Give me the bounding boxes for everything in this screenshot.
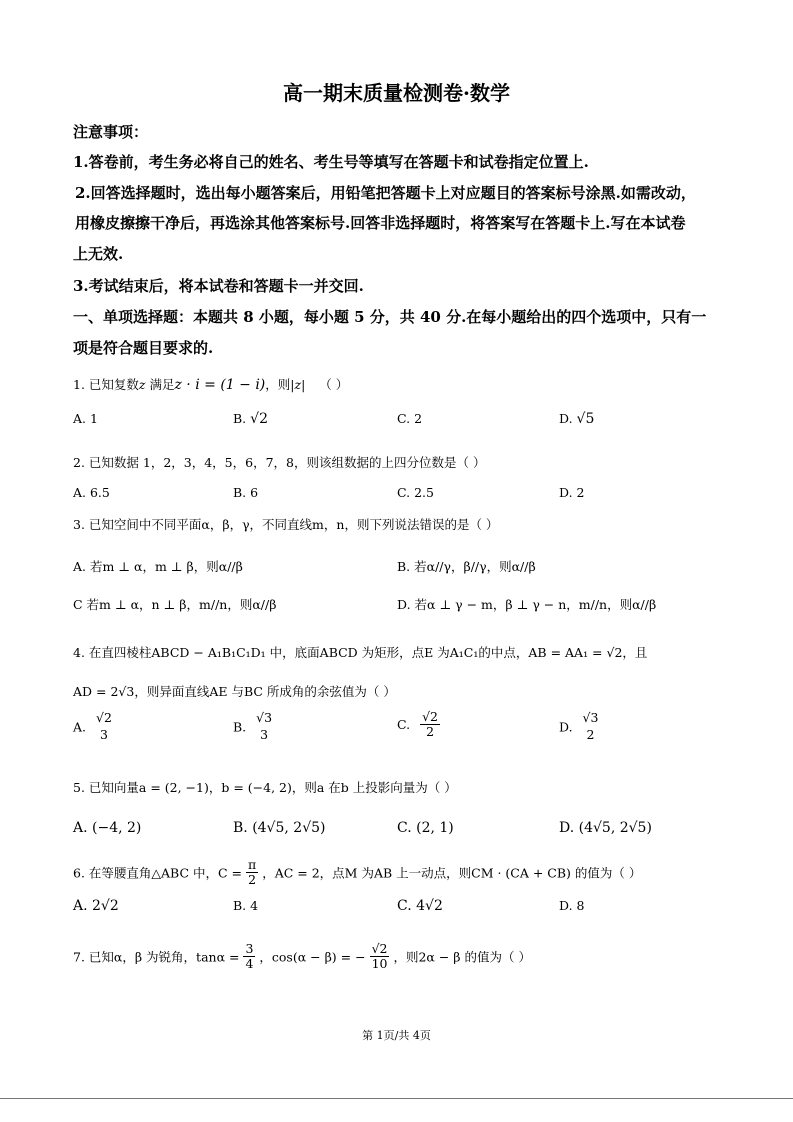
- q4-option-d-den: 2: [586, 726, 595, 742]
- question-4-stem-line-2: AD = 2√3，则异面直线AE 与BC 所成角的余弦值为（ ）: [73, 684, 396, 699]
- q7-frac2-den: 10: [371, 955, 388, 971]
- q1-option-d: [559, 411, 594, 427]
- q2-option-b: B. 6: [233, 485, 259, 500]
- q4-option-b: [233, 710, 272, 744]
- question-2-stem: 2. 已知数据 1，2，3，4，5，6，7，8，则该组数据的上四分位数是（ ）: [73, 455, 486, 470]
- section-1-line-2: 项是符合题目要求的.: [73, 339, 214, 357]
- q4-option-c-num: √2: [422, 709, 438, 724]
- question-5-stem: 5. 已知向量a = (2, −1)，b = (−4, 2)，则a 在b 上投影向量为（ ）: [73, 780, 457, 795]
- q4-option-b-den: 3: [260, 726, 269, 742]
- page-title: 高一期末质量检测卷·数学: [283, 81, 510, 105]
- q6-stem-a: 6. 在等腰直角△ABC 中，C =: [73, 865, 243, 881]
- q3-option-d: D. 若α ⊥ γ − m，β ⊥ γ − n，m//n，则α//β: [397, 597, 657, 612]
- q1-equation: z · i = (1 − i): [174, 377, 266, 393]
- q3-option-c: C 若m ⊥ α，n ⊥ β，m//n，则α//β: [73, 597, 277, 612]
- note-1: 1.答卷前，考生务必将自己的姓名、考生号等填写在答题卡和试卷指定位置上.: [73, 153, 589, 171]
- q7-frac2-num: √2: [371, 941, 388, 956]
- q2-option-d: D. 2: [559, 485, 585, 500]
- q1-stem-a: 1. 已知复数: [73, 377, 139, 392]
- q1-option-d-label: D.: [559, 411, 573, 426]
- q1-stem-b: 满足: [145, 377, 175, 392]
- q4-option-b-label: B.: [233, 719, 247, 735]
- q7-stem-c: ，则2α − β 的值为（ ）: [393, 949, 531, 965]
- q6-frac-num: π: [248, 857, 257, 872]
- q6-option-c: C. 4√2: [397, 898, 443, 914]
- note-2-line-2: 用橡皮擦擦干净后，再选涂其他答案标号.回答非选择题时，将答案写在答题卡上.写在本试卷: [75, 214, 686, 232]
- question-1-stem: [73, 375, 348, 393]
- question-7-stem: [73, 942, 531, 971]
- q6-frac-den: 2: [248, 871, 257, 887]
- q4-option-d-num: √3: [582, 710, 599, 725]
- q5-option-c: C. (2, 1): [397, 820, 454, 836]
- q1-abs-z: |z|: [290, 377, 306, 392]
- q1-paren: （ ）: [319, 377, 349, 392]
- q4-option-a-den: 3: [99, 726, 108, 742]
- q7-frac1-den: 4: [245, 955, 254, 971]
- question-6-stem: [73, 858, 641, 887]
- q4-option-a: [73, 710, 112, 744]
- q1-option-b-value: √2: [250, 411, 268, 427]
- q1-option-c: C. 2: [397, 411, 423, 426]
- page-footer: 第 1页/共 4页: [362, 1029, 431, 1042]
- q7-stem-a: 7. 已知α，β 为锐角，tanα =: [73, 949, 240, 965]
- note-3: 3.考试结束后，将本试卷和答题卡一并交回.: [73, 277, 364, 295]
- q2-option-c: C. 2.5: [397, 485, 434, 500]
- q4-option-a-label: A.: [73, 719, 87, 735]
- q6-option-a: A. 2√2: [73, 898, 119, 914]
- q4-option-a-num: √2: [96, 710, 112, 725]
- note-2-line-3: 上无效.: [73, 245, 124, 263]
- q7-frac1-num: 3: [245, 941, 254, 956]
- q3-option-a: A. 若m ⊥ α，m ⊥ β，则α//β: [73, 559, 243, 574]
- q1-option-b: [233, 411, 268, 427]
- section-1-line-1: 一、单项选择题：本题共 8 小题，每小题 5 分，共 40 分.在每小题给出的四个选项中，只有一: [73, 308, 707, 326]
- q4-option-d-label: D.: [559, 719, 573, 735]
- q7-stem-b: ，cos(α − β) = −: [259, 949, 366, 965]
- q4-option-c-den: 2: [426, 723, 435, 739]
- note-2-line-1: 2.回答选择题时，选出每小题答案后，用铅笔把答题卡上对应题目的答案标号涂黑.如需改动，: [75, 184, 696, 202]
- q5-option-b: B. (4√5, 2√5): [233, 820, 326, 836]
- q2-option-a: A. 6.5: [73, 485, 110, 500]
- q6-stem-b: ，AC = 2，点M 为AB 上一动点，则CM · (CA + CB) 的值为（ ）: [262, 865, 642, 881]
- q6-option-d: D. 8: [559, 898, 585, 913]
- bottom-divider: [0, 1098, 793, 1099]
- notes-heading: 注意事项：: [73, 123, 149, 141]
- q4-option-c-label: C.: [397, 716, 411, 732]
- q4-option-b-num: √3: [256, 710, 273, 725]
- q1-stem-c: ，则: [265, 377, 291, 392]
- question-3-stem: 3. 已知空间中不同平面α，β，γ，不同直线m，n，则下列说法错误的是（ ）: [73, 517, 499, 532]
- q3-option-b: B. 若α//γ，β//γ，则α//β: [397, 559, 536, 574]
- q4-option-c: [397, 710, 440, 739]
- q1-option-d-value: √5: [576, 411, 595, 427]
- q1-var-z: z: [138, 377, 146, 392]
- q6-option-b: B. 4: [233, 898, 259, 913]
- question-4-stem-line-1: 4. 在直四棱柱ABCD − A₁B₁C₁D₁ 中，底面ABCD 为矩形，点E 为A₁C₁的中点，AB = AA₁ = √2，且: [73, 645, 648, 660]
- q1-option-b-label: B.: [233, 411, 247, 426]
- q4-option-d: [559, 710, 598, 744]
- q1-option-a: A. 1: [73, 411, 98, 426]
- q5-option-d: D. (4√5, 2√5): [559, 820, 652, 836]
- q5-option-a: A. (−4, 2): [73, 820, 142, 836]
